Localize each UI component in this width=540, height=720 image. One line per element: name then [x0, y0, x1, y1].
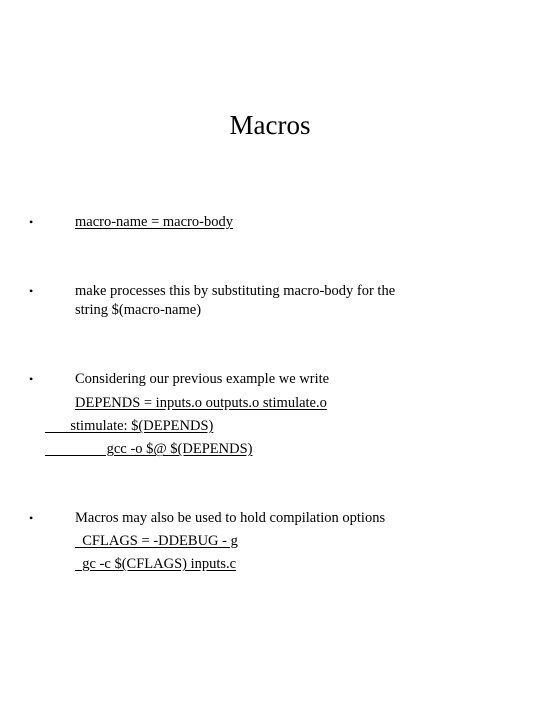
slide-title: Macros — [229, 110, 311, 140]
bullet-2-line-1: make processes this by substituting macro-body for the — [75, 283, 396, 299]
bullet-marker: • — [29, 215, 34, 229]
bullet-2-line-2: string $(macro-name) — [75, 302, 202, 318]
bullet-marker: • — [29, 511, 34, 525]
bullet-3-code-target: stimulate: $(DEPENDS) — [45, 418, 214, 434]
bullet-marker: • — [29, 372, 34, 386]
bullet-4-code-compile: gc -c $(CFLAGS) inputs.c — [75, 556, 237, 572]
bullet-3-code-depends: DEPENDS = inputs.o outputs.o stimulate.o — [75, 395, 327, 411]
bullet-1-line-1: macro-name = macro-body — [75, 214, 233, 230]
bullet-4-code-cflags: CFLAGS = -DDEBUG - g — [75, 533, 238, 549]
bullet-4-line-1: Macros may also be used to hold compilation options — [75, 510, 386, 526]
bullet-marker: • — [29, 284, 34, 298]
bullet-3-code-recipe: gcc -o $@ $(DEPENDS) — [45, 441, 253, 457]
bullet-3-line-1: Considering our previous example we write — [75, 371, 330, 387]
